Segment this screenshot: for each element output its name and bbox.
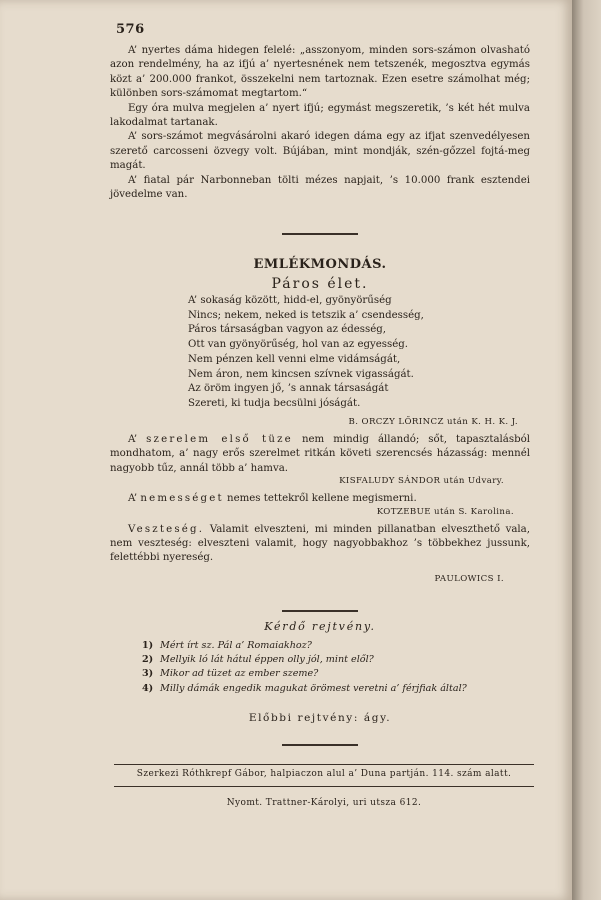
footer-rule — [114, 786, 534, 787]
section-title: EMLÉKMONDÁS. — [253, 257, 387, 272]
poem-line: Szereti, ki tudja becsülni jóságát. — [188, 397, 361, 409]
riddle-item: 2) Mellyik ló lát hátul éppen olly jól, mint elől? — [142, 654, 374, 666]
quotes — [110, 417, 530, 584]
quote-attribution: PAULOWICS I. — [434, 573, 504, 584]
article-paragraph: A’ fiatal pár Narbonneban tölti mézes napjait, ’s 10.000 frank esztendei jövedelme van. — [110, 174, 530, 201]
quote-keyword: szerelem első tüze — [146, 434, 293, 445]
quote-love: A’ szerelem első tüze nem mindig állandó; sőt, tapasztalásból mondhatom, a’ nagy erős szerelmet ritkán követi szerencsés házasság: mennél nagyobb tűz, annál több a’ hamva. — [110, 434, 530, 474]
editor-line: Szerkezi Róthkrepf Gábor, halpiaczon alul a’ Duna partján. 114. szám alatt. — [136, 769, 512, 779]
poem-line: Páros társaságban vagyon az édesség, — [188, 324, 387, 336]
poem-line: Ott van gyönyörűség, hol van az egyesség. — [188, 339, 409, 351]
section-divider — [282, 744, 358, 746]
riddle-item: 3) Mikor ad tüzet az ember szeme? — [142, 668, 319, 680]
riddle-list — [142, 639, 542, 696]
page-gutter — [572, 0, 601, 900]
page-number: 576 — [116, 22, 145, 37]
article-text — [110, 44, 530, 202]
quote-keyword: Veszteség. — [128, 523, 205, 535]
poem-line: Nem pénzen kell venni elme vidámságát, — [188, 353, 401, 365]
poem-line: A’ sokaság között, hidd-el, gyönyörűség — [188, 295, 392, 306]
footer-rule — [114, 764, 534, 765]
poem-line: Nincs; nekem, neked is tetszik a’ csendesség, — [188, 309, 424, 321]
quote-attribution: KISFALUDY SÁNDOR után Udvary. — [339, 476, 504, 487]
quote-nobility: A’ nemességet nemes tettekről kellene megismerni. — [128, 493, 417, 505]
riddle-title: Kérdő rejtvény. — [264, 620, 376, 633]
poem-attribution: B. ORCZY LŐRINCZ után K. H. K. J. — [348, 417, 518, 427]
printer-line: Nyomt. Trattner-Károlyi, uri utsza 612. — [226, 798, 422, 808]
poem-line: Nem áron, nem kincsen szívnek vigasságát. — [188, 368, 414, 380]
previous-riddle-answer: Előbbi rejtvény: ágy. — [248, 712, 392, 724]
article-paragraph: A’ nyertes dáma hidegen felelé: „asszonyom, minden sors-számon olvasható azon rendelmény, ha az ifjú a’ nyertesnének nem tetszenék, megosztva egymás közt a’ 200.000 frankot, összekelni nem tartoznak. Ezen esetre számolhat még; különben sors-számomat megtartom.“ — [110, 45, 530, 100]
section-divider — [282, 610, 358, 612]
quote-loss: Veszteség. Valamit elveszteni, mi minden pillanatban elveszthető vala, nem veszteség: elveszteni valamit, hogy nagyobbakhoz ’s többekhez jussunk, felettébbi nyereség. — [110, 523, 530, 564]
article-paragraph: Egy óra mulva megjelen a’ nyert ifjú; egymást megszeretik, ’s két hét mulva lakodalmat tartanak. — [110, 102, 530, 129]
poem-line: Az öröm ingyen jő, ’s annak társaságát — [188, 383, 389, 395]
riddle-item: 1) Mért írt sz. Pál a’ Romaiakhoz? — [142, 640, 312, 651]
riddle-item: 4) Milly dámák engedik magukat örömest veretni a’ férjfiak által? — [142, 682, 467, 694]
article-paragraph: A’ sors-számot megvásárolni akaró idegen dáma egy az ifjat szenvedélyesen szerető carcosseni özvegy volt. Bújában, mint mondják, szén-gőzzel fojtá-meg magát. — [110, 131, 530, 172]
quote-keyword: nemességet — [140, 493, 224, 505]
section-subtitle: Páros élet. — [271, 276, 369, 292]
poem — [188, 294, 488, 412]
section-divider — [282, 233, 358, 235]
quote-attribution: KOTZEBUE után S. Karolina. — [376, 506, 514, 517]
